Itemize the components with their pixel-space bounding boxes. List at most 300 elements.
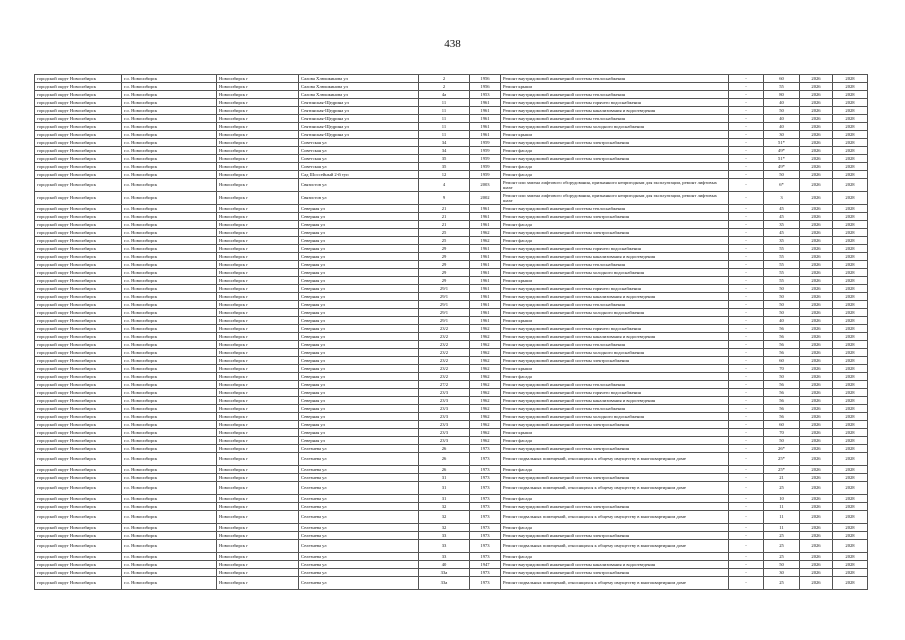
street-cell: Северная ул [299,245,419,253]
street-cell: Северная ул [299,205,419,213]
house-cell: 23/2 [419,357,470,365]
year-cell: 1973 [470,511,501,524]
work-type-cell: Ремонт внутридомовой инженерной системы теплоснабжения [501,405,729,413]
district-cell: городской округ Новосибирск [35,91,122,99]
year-cell: 1962 [470,389,501,397]
house-cell: 4 [419,179,470,192]
house-cell: 33а [419,577,470,590]
city-cell: Новосибирск г [217,147,299,155]
year-cell: 1973 [470,540,501,553]
street-cell: Северная ул [299,341,419,349]
table-row [35,445,868,453]
work-type-cell: Ремонт внутридомовой инженерной системы электроснабжения [501,213,729,221]
work-type-cell: Ремонт крыши [501,429,729,437]
table-row [35,365,868,373]
city-cell: Новосибирск г [217,453,299,466]
end-year-cell: 2028 [833,131,868,139]
table-row [35,147,868,155]
town-cell: г.о. Новосибирск [122,269,217,277]
town-cell: г.о. Новосибирск [122,277,217,285]
table-row [35,277,868,285]
blank-cell: - [729,466,764,474]
table-row [35,333,868,341]
district-cell: городской округ Новосибирск [35,373,122,381]
city-cell: Новосибирск г [217,577,299,590]
blank-cell: - [729,421,764,429]
table-row [35,482,868,495]
house-cell: 25 [419,229,470,237]
street-cell: Связистов ул [299,192,419,205]
street-cell: Северная ул [299,237,419,245]
city-cell: Новосибирск г [217,83,299,91]
table-row [35,285,868,293]
district-cell: городской округ Новосибирск [35,466,122,474]
share-cell: 25 [764,553,800,561]
table-row [35,561,868,569]
table-row [35,511,868,524]
town-cell: г.о. Новосибирск [122,309,217,317]
start-year-cell: 2026 [800,317,833,325]
district-cell: городской округ Новосибирск [35,317,122,325]
town-cell: г.о. Новосибирск [122,229,217,237]
table-row [35,163,868,171]
share-cell: 56 [764,381,800,389]
town-cell: г.о. Новосибирск [122,397,217,405]
year-cell: 1973 [470,503,501,511]
share-cell: 25 [764,540,800,553]
share-cell: 25 [764,577,800,590]
house-cell: 23/3 [419,437,470,445]
year-cell: 1961 [470,205,501,213]
share-cell: 40 [764,99,800,107]
street-cell: Северная ул [299,413,419,421]
end-year-cell: 2028 [833,309,868,317]
city-cell: Новосибирск г [217,277,299,285]
street-cell: Советская ул [299,155,419,163]
street-cell: Селезнева ул [299,532,419,540]
city-cell: Новосибирск г [217,179,299,192]
blank-cell: - [729,301,764,309]
start-year-cell: 2026 [800,269,833,277]
street-cell: Северная ул [299,221,419,229]
end-year-cell: 2028 [833,107,868,115]
blank-cell: - [729,389,764,397]
blank-cell: - [729,163,764,171]
share-cell: 30 [764,131,800,139]
house-cell: 23/2 [419,365,470,373]
end-year-cell: 2028 [833,163,868,171]
blank-cell: - [729,561,764,569]
start-year-cell: 2026 [800,325,833,333]
town-cell: г.о. Новосибирск [122,261,217,269]
start-year-cell: 2026 [800,221,833,229]
house-cell: 40 [419,561,470,569]
city-cell: Новосибирск г [217,91,299,99]
start-year-cell: 2026 [800,91,833,99]
year-cell: 1962 [470,397,501,405]
share-cell: 55 [764,245,800,253]
share-cell: 55 [764,269,800,277]
start-year-cell: 2026 [800,75,833,83]
district-cell: городской округ Новосибирск [35,123,122,131]
city-cell: Новосибирск г [217,139,299,147]
work-type-cell: Ремонт фасада [501,373,729,381]
town-cell: г.о. Новосибирск [122,503,217,511]
work-type-cell: Ремонт внутридомовой инженерной системы канализования и водоотведения [501,397,729,405]
town-cell: г.о. Новосибирск [122,155,217,163]
house-cell: 33 [419,553,470,561]
table-row [35,115,868,123]
blank-cell: - [729,269,764,277]
end-year-cell: 2028 [833,237,868,245]
share-cell: 40 [764,115,800,123]
house-cell: 32 [419,503,470,511]
year-cell: 1973 [470,569,501,577]
end-year-cell: 2028 [833,349,868,357]
start-year-cell: 2026 [800,107,833,115]
district-cell: городской округ Новосибирск [35,540,122,553]
work-type-cell: Ремонт внутридомовой инженерной системы теплоснабжения [501,301,729,309]
table-row [35,237,868,245]
blank-cell: - [729,131,764,139]
city-cell: Новосибирск г [217,301,299,309]
town-cell: г.о. Новосибирск [122,221,217,229]
blank-cell: - [729,107,764,115]
table-row [35,205,868,213]
year-cell: 1973 [470,453,501,466]
street-cell: Селезнева ул [299,511,419,524]
house-cell: 29/1 [419,285,470,293]
blank-cell: - [729,75,764,83]
share-cell: 55 [764,253,800,261]
table-row [35,261,868,269]
district-cell: городской округ Новосибирск [35,213,122,221]
street-cell: Сеятинская-Щедрина ул [299,99,419,107]
work-type-cell: Ремонт внутридомовой инженерной системы холодного водоснабжения [501,309,729,317]
town-cell: г.о. Новосибирск [122,205,217,213]
city-cell: Новосибирск г [217,503,299,511]
work-type-cell: Ремонт внутридомовой инженерной системы канализования и водоотведения [501,293,729,301]
street-cell: Сад Шоссейный 2-й туп [299,171,419,179]
blank-cell: - [729,237,764,245]
end-year-cell: 2028 [833,83,868,91]
end-year-cell: 2028 [833,285,868,293]
share-cell: 70 [764,365,800,373]
house-cell: 23/2 [419,333,470,341]
work-type-cell: Ремонт внутридомовой инженерной системы горячего водоснабжения [501,325,729,333]
city-cell: Новосибирск г [217,155,299,163]
end-year-cell: 2028 [833,405,868,413]
blank-cell: - [729,261,764,269]
work-type-cell: Ремонт или замена лифтового оборудования, признанного непригодным для эксплуатации, ремонт лифтовых шахт [501,192,729,205]
work-type-cell: Ремонт внутридомовой инженерной системы электроснабжения [501,474,729,482]
start-year-cell: 2026 [800,131,833,139]
share-cell: 56 [764,333,800,341]
blank-cell: - [729,205,764,213]
share-cell: 55 [764,277,800,285]
year-cell: 1961 [470,221,501,229]
table-row [35,540,868,553]
start-year-cell: 2026 [800,237,833,245]
share-cell: 56 [764,405,800,413]
year-cell: 1961 [470,301,501,309]
work-type-cell: Ремонт подвальных помещений, относящихся к общему имуществу в многоквартирном доме [501,453,729,466]
start-year-cell: 2026 [800,349,833,357]
city-cell: Новосибирск г [217,381,299,389]
house-cell: 35 [419,155,470,163]
blank-cell: - [729,553,764,561]
end-year-cell: 2028 [833,213,868,221]
town-cell: г.о. Новосибирск [122,139,217,147]
table-row [35,221,868,229]
house-cell: 34 [419,139,470,147]
city-cell: Новосибирск г [217,540,299,553]
street-cell: Северная ул [299,373,419,381]
street-cell: Северная ул [299,261,419,269]
start-year-cell: 2026 [800,397,833,405]
house-cell: 29/1 [419,309,470,317]
district-cell: городской округ Новосибирск [35,205,122,213]
street-cell: Северная ул [299,277,419,285]
blank-cell: - [729,229,764,237]
share-cell: 40 [764,317,800,325]
district-cell: городской округ Новосибирск [35,139,122,147]
year-cell: 1953 [470,91,501,99]
work-type-cell: Ремонт фасада [501,163,729,171]
street-cell: Северная ул [299,301,419,309]
share-cell: 70 [764,429,800,437]
street-cell: Селезнева ул [299,540,419,553]
house-cell: 11 [419,107,470,115]
city-cell: Новосибирск г [217,373,299,381]
house-cell: 25 [419,237,470,245]
year-cell: 1961 [470,293,501,301]
street-cell: Салова Хлюшкинова ул [299,75,419,83]
town-cell: г.о. Новосибирск [122,107,217,115]
district-cell: городской округ Новосибирск [35,301,122,309]
end-year-cell: 2028 [833,192,868,205]
work-type-cell: Ремонт подвальных помещений, относящихся к общему имуществу в многоквартирном доме [501,577,729,590]
end-year-cell: 2028 [833,466,868,474]
share-cell: 25* [764,466,800,474]
district-cell: городской округ Новосибирск [35,553,122,561]
district-cell: городской округ Новосибирск [35,561,122,569]
work-type-cell: Ремонт или замена лифтового оборудования, признанного непригодным для эксплуатации, ремонт лифтовых шахт [501,179,729,192]
city-cell: Новосибирск г [217,131,299,139]
end-year-cell: 2028 [833,421,868,429]
district-cell: городской округ Новосибирск [35,293,122,301]
house-cell: 4а [419,91,470,99]
year-cell: 1961 [470,245,501,253]
house-cell: 23/2 [419,373,470,381]
end-year-cell: 2028 [833,553,868,561]
city-cell: Новосибирск г [217,482,299,495]
end-year-cell: 2028 [833,561,868,569]
house-cell: 33а [419,569,470,577]
district-cell: городской округ Новосибирск [35,163,122,171]
work-type-cell: Ремонт внутридомовой инженерной системы теплоснабжения [501,341,729,349]
town-cell: г.о. Новосибирск [122,147,217,155]
end-year-cell: 2028 [833,91,868,99]
town-cell: г.о. Новосибирск [122,192,217,205]
start-year-cell: 2026 [800,495,833,503]
table-row [35,373,868,381]
city-cell: Новосибирск г [217,192,299,205]
year-cell: 1961 [470,277,501,285]
end-year-cell: 2028 [833,99,868,107]
year-cell: 2003 [470,179,501,192]
blank-cell: - [729,503,764,511]
blank-cell: - [729,253,764,261]
city-cell: Новосибирск г [217,123,299,131]
work-type-cell: Ремонт внутридомовой инженерной системы холодного водоснабжения [501,269,729,277]
district-cell: городской округ Новосибирск [35,389,122,397]
district-cell: городской округ Новосибирск [35,349,122,357]
street-cell: Советская ул [299,163,419,171]
year-cell: 1961 [470,261,501,269]
street-cell: Северная ул [299,357,419,365]
street-cell: Связистов ул [299,179,419,192]
share-cell: 30 [764,569,800,577]
start-year-cell: 2026 [800,482,833,495]
city-cell: Новосибирск г [217,349,299,357]
street-cell: Северная ул [299,269,419,277]
end-year-cell: 2028 [833,569,868,577]
blank-cell: - [729,474,764,482]
city-cell: Новосибирск г [217,269,299,277]
table-row [35,495,868,503]
town-cell: г.о. Новосибирск [122,99,217,107]
street-cell: Северная ул [299,365,419,373]
start-year-cell: 2026 [800,163,833,171]
blank-cell: - [729,540,764,553]
start-year-cell: 2026 [800,155,833,163]
end-year-cell: 2028 [833,453,868,466]
blank-cell: - [729,83,764,91]
share-cell: 80 [764,91,800,99]
year-cell: 1962 [470,333,501,341]
start-year-cell: 2026 [800,293,833,301]
start-year-cell: 2026 [800,253,833,261]
blank-cell: - [729,99,764,107]
blank-cell: - [729,317,764,325]
blank-cell: - [729,357,764,365]
street-cell: Салова Хлюшкинова ул [299,91,419,99]
year-cell: 1961 [470,107,501,115]
start-year-cell: 2026 [800,511,833,524]
house-cell: 32 [419,511,470,524]
work-type-cell: Ремонт подвальных помещений, относящихся к общему имуществу в многоквартирном доме [501,540,729,553]
district-cell: городской округ Новосибирск [35,341,122,349]
share-cell: 50 [764,171,800,179]
year-cell: 1961 [470,99,501,107]
end-year-cell: 2028 [833,277,868,285]
year-cell: 1961 [470,309,501,317]
table-row [35,301,868,309]
town-cell: г.о. Новосибирск [122,131,217,139]
town-cell: г.о. Новосибирск [122,540,217,553]
table-row [35,317,868,325]
town-cell: г.о. Новосибирск [122,123,217,131]
town-cell: г.о. Новосибирск [122,553,217,561]
district-cell: городской округ Новосибирск [35,569,122,577]
share-cell: 60 [764,75,800,83]
town-cell: г.о. Новосибирск [122,466,217,474]
end-year-cell: 2028 [833,381,868,389]
end-year-cell: 2028 [833,474,868,482]
work-type-cell: Ремонт подвальных помещений, относящихся к общему имуществу в многоквартирном доме [501,511,729,524]
work-type-cell: Ремонт внутридомовой инженерной системы теплоснабжения [501,115,729,123]
share-cell: 56 [764,349,800,357]
house-cell: 29/1 [419,317,470,325]
street-cell: Северная ул [299,213,419,221]
city-cell: Новосибирск г [217,261,299,269]
start-year-cell: 2026 [800,453,833,466]
year-cell: 1973 [470,553,501,561]
end-year-cell: 2028 [833,147,868,155]
table-row [35,99,868,107]
share-cell: 45 [764,205,800,213]
start-year-cell: 2026 [800,466,833,474]
start-year-cell: 2026 [800,277,833,285]
work-type-cell: Ремонт фасада [501,221,729,229]
house-cell: 29 [419,277,470,285]
house-cell: 31 [419,495,470,503]
town-cell: г.о. Новосибирск [122,453,217,466]
year-cell: 1973 [470,474,501,482]
start-year-cell: 2026 [800,341,833,349]
work-type-cell: Ремонт фасада [501,524,729,532]
share-cell: 55 [764,83,800,91]
start-year-cell: 2026 [800,365,833,373]
house-cell: 26 [419,453,470,466]
blank-cell: - [729,115,764,123]
house-cell: 29 [419,261,470,269]
work-type-cell: Ремонт внутридомовой инженерной системы теплоснабжения [501,75,729,83]
share-cell: 56 [764,389,800,397]
district-cell: городской округ Новосибирск [35,333,122,341]
street-cell: Сеятинская-Щедрина ул [299,123,419,131]
table-row [35,341,868,349]
city-cell: Новосибирск г [217,205,299,213]
blank-cell: - [729,192,764,205]
town-cell: г.о. Новосибирск [122,532,217,540]
share-cell: 10 [764,495,800,503]
table-row [35,397,868,405]
blank-cell: - [729,453,764,466]
blank-cell: - [729,293,764,301]
town-cell: г.о. Новосибирск [122,524,217,532]
work-type-cell: Ремонт внутридомовой инженерной системы электроснабжения [501,569,729,577]
city-cell: Новосибирск г [217,309,299,317]
town-cell: г.о. Новосибирск [122,389,217,397]
share-cell: 26* [764,445,800,453]
city-cell: Новосибирск г [217,511,299,524]
start-year-cell: 2026 [800,333,833,341]
district-cell: городской округ Новосибирск [35,397,122,405]
year-cell: 1973 [470,577,501,590]
start-year-cell: 2026 [800,229,833,237]
town-cell: г.о. Новосибирск [122,325,217,333]
town-cell: г.о. Новосибирск [122,429,217,437]
district-cell: городской округ Новосибирск [35,171,122,179]
end-year-cell: 2028 [833,205,868,213]
year-cell: 1973 [470,532,501,540]
town-cell: г.о. Новосибирск [122,253,217,261]
end-year-cell: 2028 [833,524,868,532]
start-year-cell: 2026 [800,147,833,155]
district-cell: городской округ Новосибирск [35,511,122,524]
